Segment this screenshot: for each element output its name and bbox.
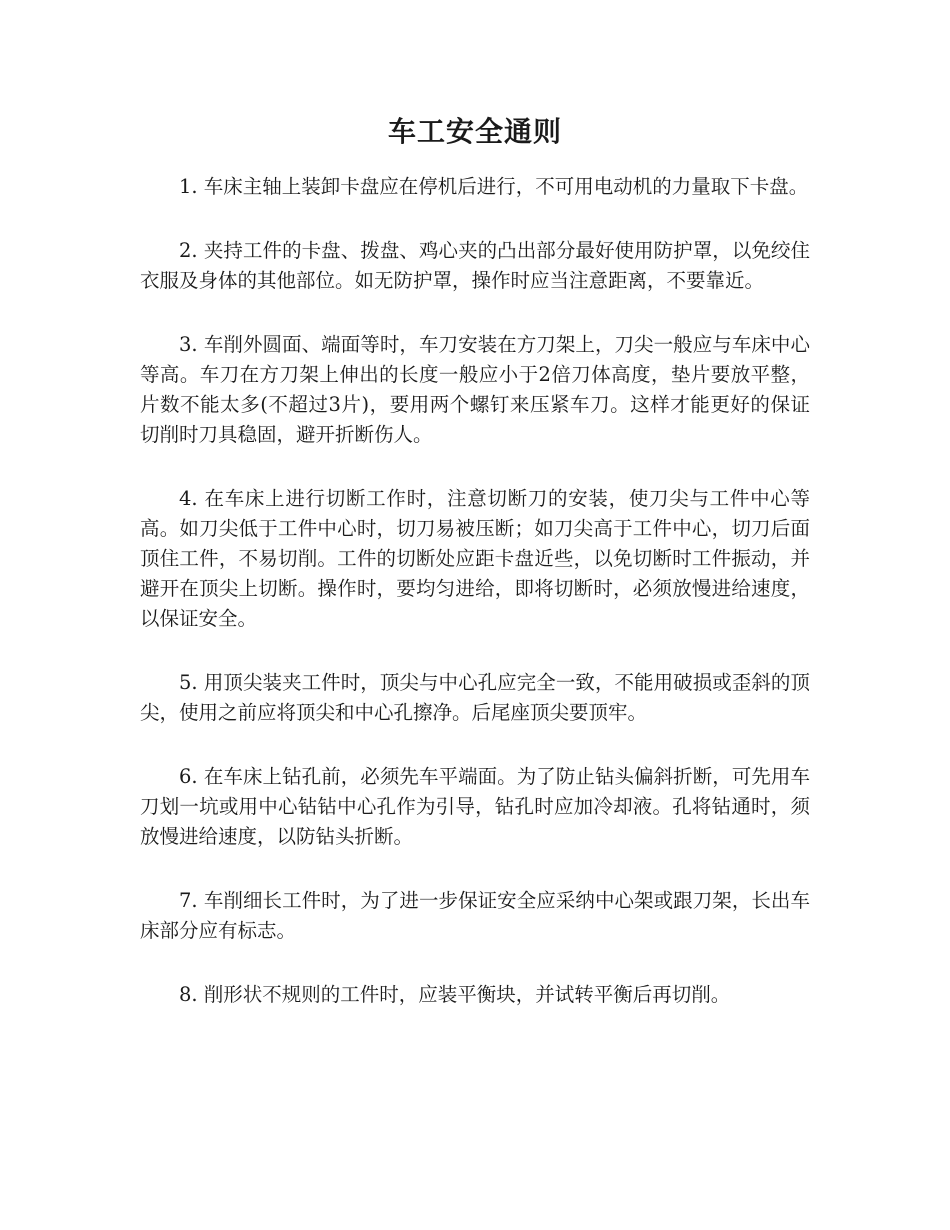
paragraph-6: 6. 在车床上钻孔前，必须先车平端面。为了防止钻头偏斜折断，可先用车刀划一坑或用中心钻钻中心孔作为引导，钻孔时应加冷却液。孔将钻通时，须放慢进给速度，以防钻头折断。 [140,765,810,848]
paragraph-5: 5. 用顶尖装夹工件时，顶尖与中心孔应完全一致，不能用破损或歪斜的顶尖，使用之前应将顶尖和中心孔擦净。后尾座顶尖要顶牢。 [140,671,810,724]
paragraph-1: 1. 车床主轴上装卸卡盘应在停机后进行，不可用电动机的力量取下卡盘。 [179,175,809,198]
paragraph-2: 2. 夹持工件的卡盘、拨盘、鸡心夹的凸出部分最好使用防护罩，以免绞住衣服及身体的其他部位。如无防护罩，操作时应当注意距离，不要靠近。 [140,239,810,292]
paragraph-8: 8. 削形状不规则的工件时，应装平衡块，并试转平衡后再切削。 [179,983,731,1006]
paragraph-7: 7. 车削细长工件时，为了进一步保证安全应采纳中心架或跟刀架，长出车床部分应有标志。 [140,889,810,942]
paragraph-4: 4. 在车床上进行切断工作时，注意切断刀的安装，使刀尖与工件中心等高。如刀尖低于工件中心时，切刀易被压断；如刀尖高于工件中心，切刀后面顶住工件，不易切削。工件的切断处应距卡盘近些，以免切断时工件振动，并避开在顶尖上切断。操作时，要均匀进给，即将切断时，必须放慢进给速度，以保证安全。 [140,487,810,630]
document-title: 车工安全通则 [387,115,562,148]
paragraph-3: 3. 车削外圆面、端面等时，车刀安装在方刀架上，刀尖一般应与车床中心等高。车刀在方刀架上伸出的长度一般应小于2倍刀体高度，垫片要放平整，片数不能太多(不超过3片)，要用两个螺钉来压紧车刀。这样才能更好的保证切削时刀具稳固，避开折断伤人。 [140,333,810,446]
